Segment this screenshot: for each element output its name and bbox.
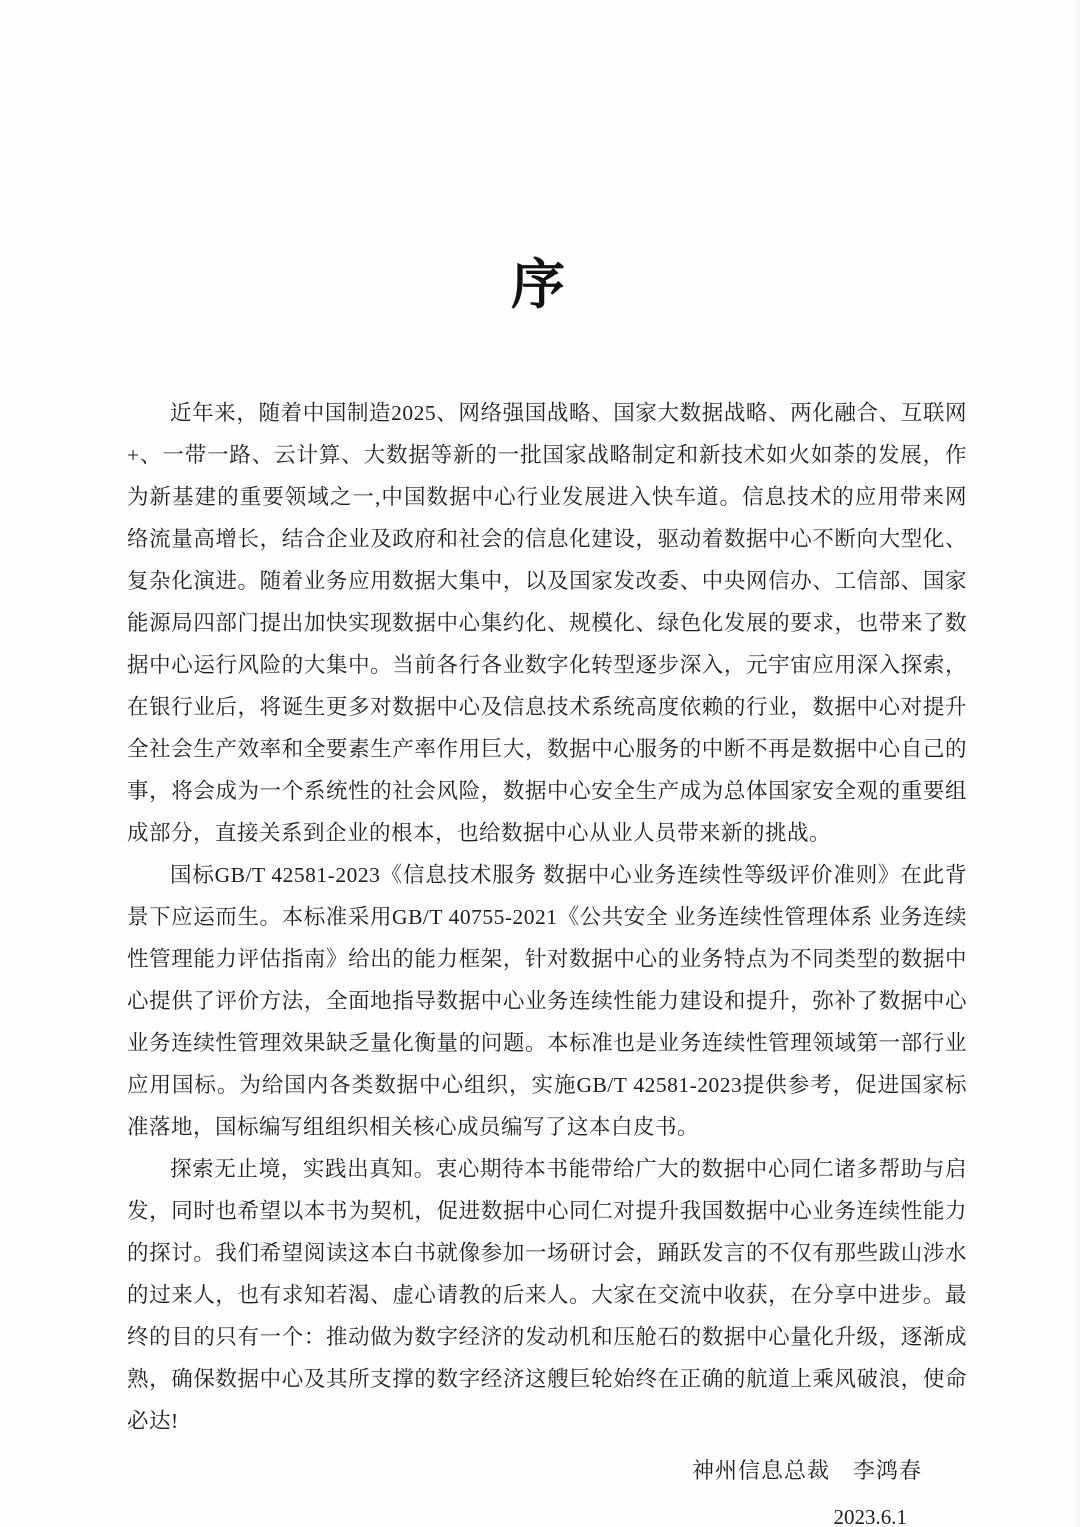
preface-body <box>127 392 967 1442</box>
preface-paragraph-1: 近年来，随着中国制造2025、网络强国战略、国家大数据战略、两化融合、互联网+、一带一路、云计算、大数据等新的一批国家战略制定和新技术如火如荼的发展，作为新基建的重要领域之一,中国数据中心行业发展进入快车道。信息技术的应用带来网络流量高增长，结合企业及政府和社会的信息化建设，驱动着数据中心不断向大型化、复杂化演进。随着业务应用数据大集中，以及国家发改委、中央网信办、工信部、国家能源局四部门提出加快实现数据中心集约化、规模化、绿色化发展的要求，也带来了数据中心运行风险的大集中。当前各行各业数字化转型逐步深入，元宇宙应用深入探索，在银行业后，将诞生更多对数据中心及信息技术系统高度依赖的行业，数据中心对提升全社会生产效率和全要素生产率作用巨大，数据中心服务的中断不再是数据中心自己的事，将会成为一个系统性的社会风险，数据中心安全生产成为总体国家安全观的重要组成部分，直接关系到企业的根本，也给数据中心从业人员带来新的挑战。 <box>127 401 967 845</box>
date-line: 2023.6.1 <box>833 1505 907 1527</box>
preface-paragraph-2: 国标GB/T 42581-2023《信息技术服务 数据中心业务连续性等级评价准则》在此背景下应运而生。本标准采用GB/T 40755-2021《公共安全 业务连续性管理体系 业务连续性管理能力评估指南》给出的能力框架，针对数据中心的业务特点为不同类型的数据中心提供了评价方法，全面地指导数据中心业务连续性能力建设和提升，弥补了数据中心业务连续性管理效果缺乏量化衡量的问题。本标准也是业务连续性管理领域第一部行业应用国标。为给国内各类数据中心组织，实施GB/T 42581-2023提供参考，促进国家标准落地，国标编写组组织相关核心成员编写了这本白皮书。 <box>127 863 967 1139</box>
page-title: 序 <box>511 255 569 315</box>
scan-edge-artifact <box>1074 0 1080 1527</box>
preface-paragraph-3: 探索无止境，实践出真知。衷心期待本书能带给广大的数据中心同仁诸多帮助与启发，同时也希望以本书为契机，促进数据中心同仁对提升我国数据中心业务连续性能力的探讨。我们希望阅读这本白书就像参加一场研讨会，踊跃发言的不仅有那些跋山涉水的过来人，也有求知若渴、虚心请教的后来人。大家在交流中收获，在分享中进步。最终的目的只有一个：推动做为数字经济的发动机和压舱石的数据中心量化升级，逐渐成熟，确保数据中心及其所支撑的数字经济这艘巨轮始终在正确的航道上乘风破浪，使命必达! <box>127 1157 967 1433</box>
signature-line: 神州信息总裁 李鸿春 <box>691 1458 922 1483</box>
